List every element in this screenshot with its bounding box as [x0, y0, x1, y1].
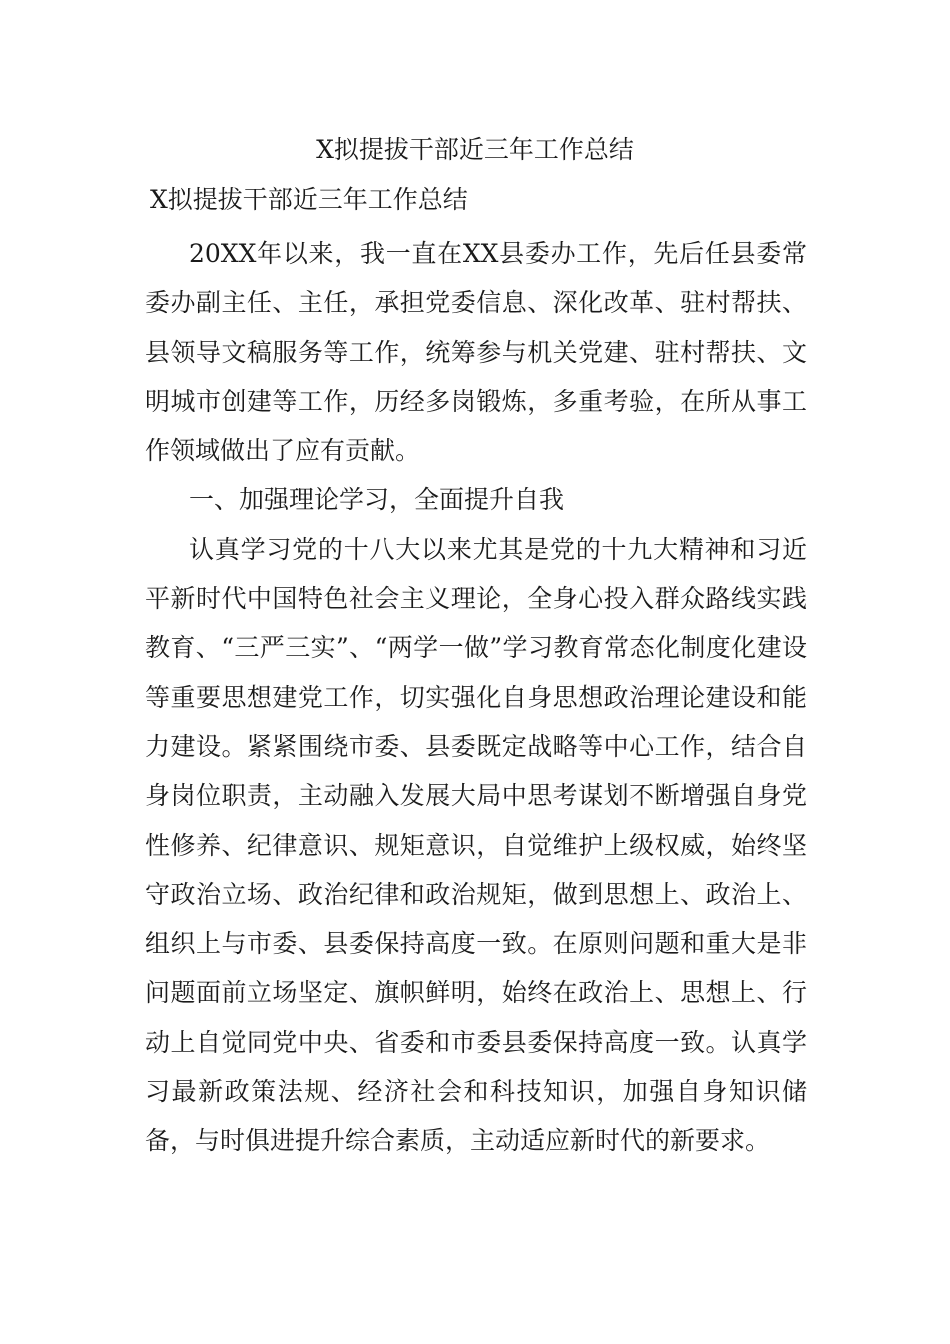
document-title: X拟提拔干部近三年工作总结: [316, 135, 634, 164]
document-body: [145, 229, 807, 1166]
document-subtitle: X拟提拔干部近三年工作总结: [150, 185, 468, 214]
intro-paragraph: 20XX年以来，我一直在XX县委办工作，先后任县委常委办副主任、主任，承担党委信息、深化改革、驻村帮扶、县领导文稿服务等工作，统筹参与机关党建、驻村帮扶、文明城市创建等工作，历经多岗锻炼，多重考验，在所从事工作领域做出了应有贡献。: [145, 239, 807, 466]
body-paragraph: 认真学习党的十八大以来尤其是党的十九大精神和习近平新时代中国特色社会主义理论，全身心投入群众路线实践教育、“三严三实”、“两学一做”学习教育常态化制度化建设等重要思想建党工作，切实强化自身思想政治理论建设和能力建设。紧紧围绕市委、县委既定战略等中心工作，结合自身岗位职责，主动融入发展大局中思考谋划不断增强自身党性修养、纪律意识、规矩意识，自觉维护上级权威，始终坚守政治立场、政治纪律和政治规矩，做到思想上、政治上、组织上与市委、县委保持高度一致。在原则问题和重大是非问题面前立场坚定、旗帜鲜明，始终在政治上、思想上、行动上自觉同党中央、省委和市委县委保持高度一致。认真学习最新政策法规、经济社会和科技知识，加强自身知识储备，与时俱进提升综合素质，主动适应新时代的新要求。: [145, 534, 807, 1156]
section-heading: 一、加强理论学习，全面提升自我: [189, 485, 565, 515]
